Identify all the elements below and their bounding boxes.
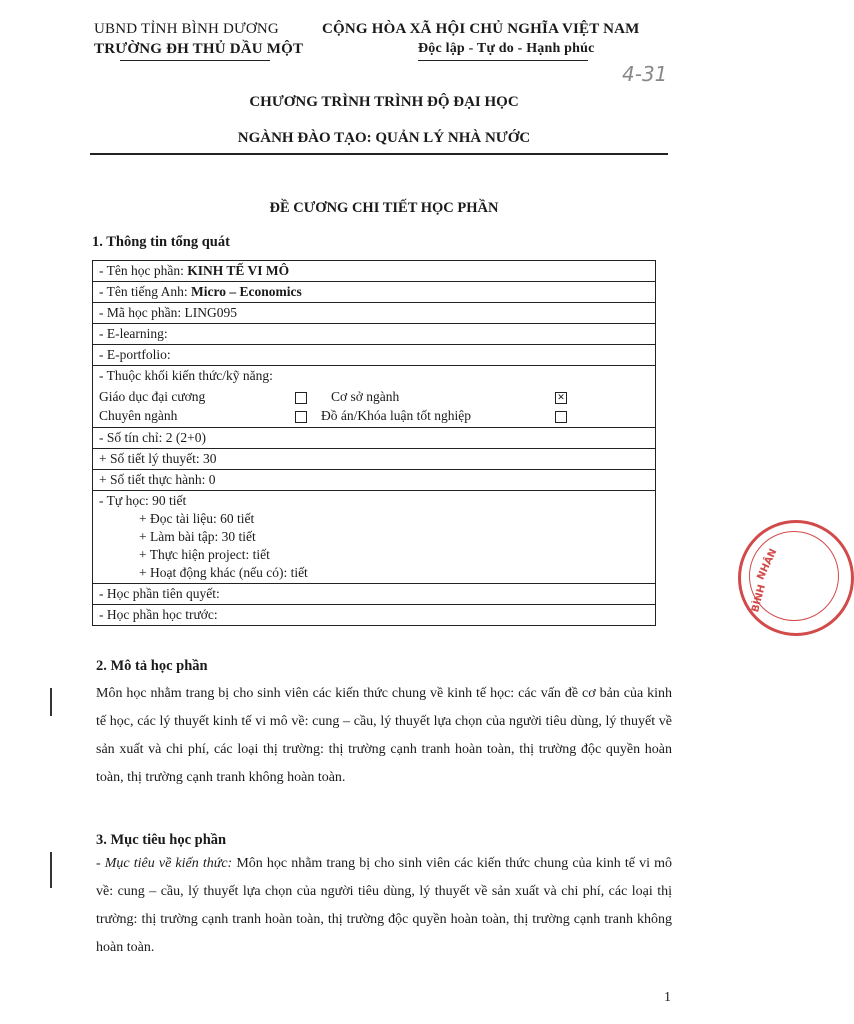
credits-row: - Số tín chỉ: 2 (2+0) — [93, 428, 655, 449]
option-specialized-label: Chuyên ngành — [99, 408, 178, 423]
margin-mark-2 — [50, 852, 52, 888]
option-thesis-label: Đồ án/Khóa luận tốt nghiệp — [321, 408, 471, 423]
header-motto: Độc lập - Tự do - Hạnh phúc — [418, 41, 595, 56]
option-general-label: Giáo dục đại cương — [99, 389, 206, 404]
english-name-value: Micro – Economics — [191, 284, 302, 299]
header-left-underline — [120, 60, 270, 61]
prerequisite-row: - Học phần tiên quyết: — [93, 584, 655, 605]
objective-lead: - Mục tiêu về kiến thức: — [96, 856, 233, 871]
project-hours: + Thực hiện project: tiết — [139, 547, 270, 562]
knowledge-block-row — [93, 366, 655, 428]
previous-course-row: - Học phần học trước: — [99, 607, 218, 622]
header-school-name: TRƯỜNG ĐH THỦ DẦU MỘT — [94, 41, 304, 57]
title-rule — [90, 153, 668, 155]
header-org-name: UBND TỈNH BÌNH DƯƠNG — [94, 21, 279, 37]
page-number: 1 — [664, 990, 671, 1005]
stamp-text-1: NHÂN — [755, 547, 780, 582]
stamp-text-2: BÌNH — [750, 583, 768, 614]
eportfolio-row: - E-portfolio: — [93, 345, 655, 366]
english-name-row — [93, 282, 655, 303]
knowledge-block-label: - Thuộc khối kiến thức/kỹ năng: — [99, 368, 273, 383]
section-2-title: 2. Mô tả học phần — [96, 658, 208, 674]
elearning-row: - E-learning: — [93, 324, 655, 345]
handwritten-note: 4-31 — [622, 62, 668, 86]
document-title: ĐỀ CƯƠNG CHI TIẾT HỌC PHẦN — [269, 200, 499, 216]
self-study-row — [93, 491, 655, 584]
english-name-label: - Tên tiếng Anh: — [99, 284, 191, 299]
section-2-body: Môn học nhằm trang bị cho sinh viên các kiến thức chung về kinh tế học: các vấn đề cơ bản của kinh tế học, các lý thuyết kinh tế vi mô về: cung – cầu, lý thuyết lựa chọn của người tiêu dùng, lý thuyết về sản xuất và chi phí, các loại thị trường: thị trường cạnh tranh hoàn toàn, thị trường độc quyền hoàn toàn, thị trường cạnh tranh không hoàn toàn. — [96, 686, 672, 785]
general-info-table — [92, 260, 656, 626]
option-specialized-checkbox — [295, 411, 307, 423]
header-right-underline — [418, 60, 588, 61]
exercise-hours: + Làm bài tập: 30 tiết — [139, 529, 256, 544]
course-name-row — [93, 261, 655, 282]
theory-hours-row: + Số tiết lý thuyết: 30 — [93, 449, 655, 470]
practice-hours-row: + Số tiết thực hành: 0 — [93, 470, 655, 491]
option-foundation-label: Cơ sở ngành — [331, 389, 400, 404]
section-1-title: 1. Thông tin tổng quát — [92, 234, 230, 250]
margin-mark-1 — [50, 688, 52, 716]
option-thesis-checkbox — [555, 411, 567, 423]
knowledge-options-line-1 — [99, 388, 649, 407]
option-general-checkbox — [295, 392, 307, 404]
header-country: CỘNG HÒA XÃ HỘI CHỦ NGHĨA VIỆT NAM — [322, 21, 640, 37]
course-name-value: KINH TẾ VI MÔ — [187, 263, 290, 278]
course-name-label: - Tên học phần: — [99, 263, 188, 278]
section-3-title: 3. Mục tiêu học phần — [96, 832, 227, 848]
knowledge-options-line-2 — [99, 407, 649, 426]
program-title: CHƯƠNG TRÌNH TRÌNH ĐỘ ĐẠI HỌC — [249, 94, 519, 110]
course-code-row: - Mã học phần: LING095 — [93, 303, 655, 324]
self-study-label: - Tự học: 90 tiết — [99, 493, 187, 508]
section-3-body — [96, 850, 672, 962]
reading-hours: + Đọc tài liệu: 60 tiết — [139, 511, 255, 526]
option-foundation-checkbox — [555, 392, 567, 404]
other-activity-hours: + Hoạt động khác (nếu có): tiết — [139, 565, 308, 580]
major-title: NGÀNH ĐÀO TẠO: QUẢN LÝ NHÀ NƯỚC — [237, 130, 531, 146]
red-stamp — [738, 520, 854, 636]
objective-text: Môn học nhằm trang bị cho sinh viên các kiến thức chung của kinh tế vi mô về: cung – cầu, lý thuyết lựa chọn của người tiêu dùng, lý thuyết về sản xuất và chi phí, các loại thị trường: thị trường cạnh tranh hoàn toàn, thị trường độc quyền hoàn toàn, thị trường cạnh tranh không hoàn toàn. — [96, 856, 672, 955]
